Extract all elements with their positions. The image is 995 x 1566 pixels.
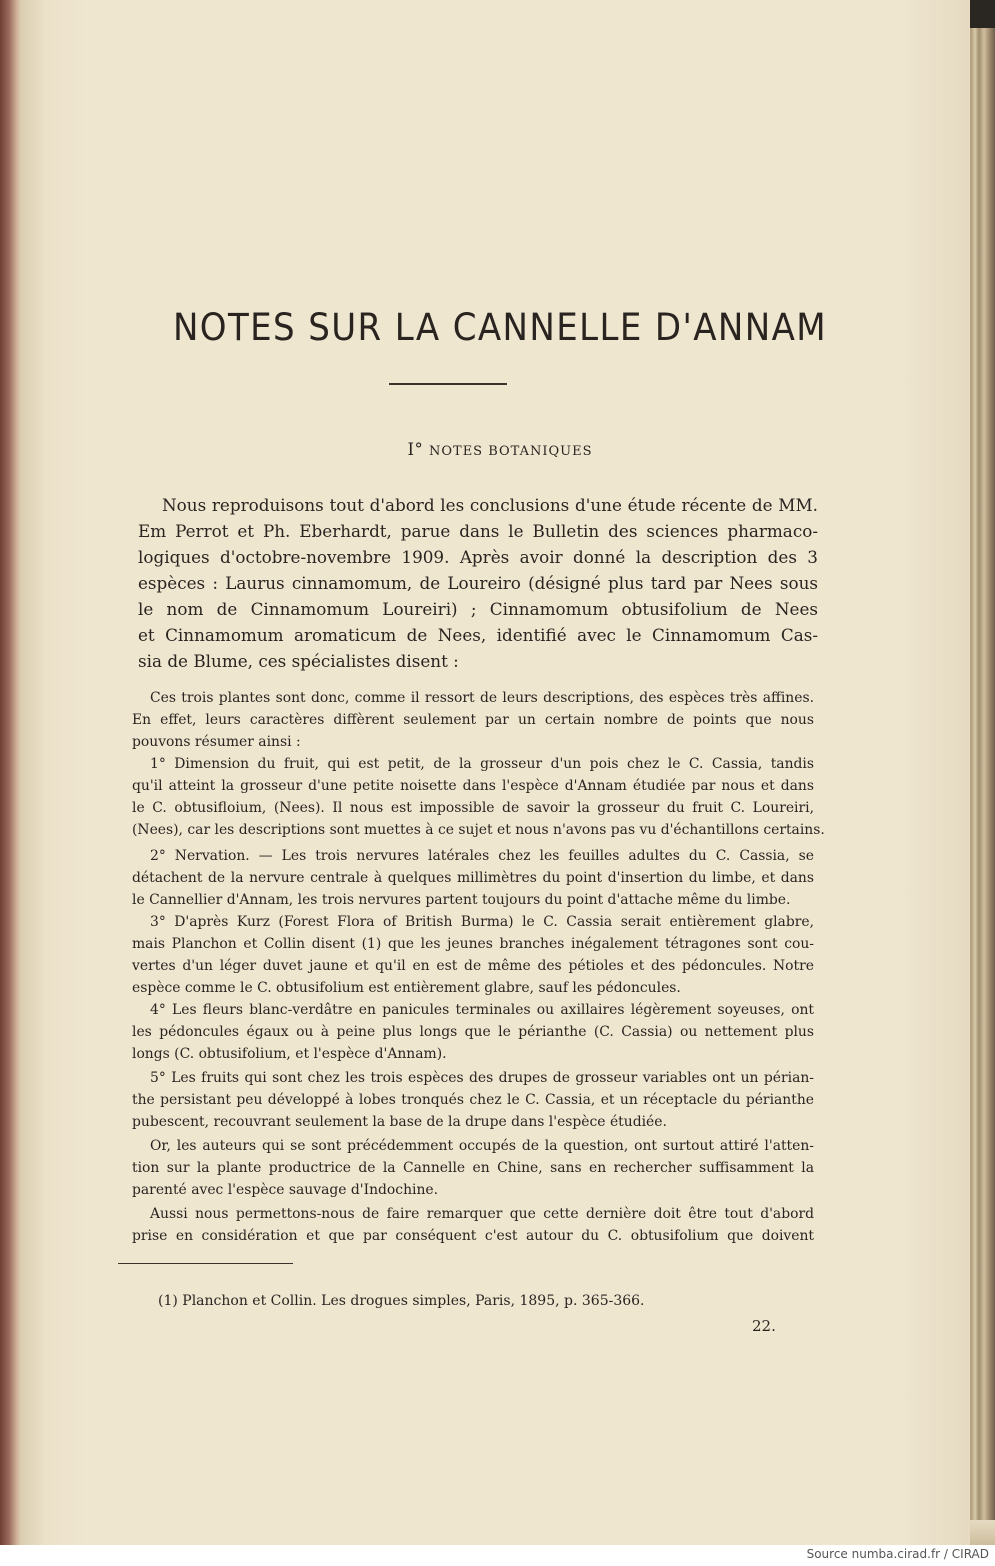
quote-line: vertes d'un léger duvet jaune et qu'il en est de même des pétioles et des pédoncules. Notre <box>132 958 814 974</box>
quote-line: Or, les auteurs qui se sont précédemment occupés de la question, ont surtout attiré l'atten- <box>150 1138 814 1154</box>
quote-line: En effet, leurs caractères diffèrent seulement par un certain nombre de points que nous <box>132 712 814 728</box>
source-credit: Source numba.cirad.fr / CIRAD <box>806 1547 989 1561</box>
page <box>20 0 970 1545</box>
quote-line: pubescent, recouvrant seulement la base de la drupe dans l'espèce étudiée. <box>132 1114 667 1130</box>
quote-line: Ces trois plantes sont donc, comme il ressort de leurs descriptions, des espèces très affines. <box>150 690 814 706</box>
quote-line: espèce comme le C. obtusifolium est entièrement glabre, sauf les pédoncules. <box>132 980 681 996</box>
page-number: 22. <box>752 1317 776 1335</box>
intro-line: sia de Blume, ces spécialistes disent : <box>138 651 459 671</box>
quote-line: (Nees), car les descriptions sont muettes à ce sujet et nous n'avons pas vu d'échantillons certains. <box>132 822 825 838</box>
quote-line: longs (C. obtusifolium, et l'espèce d'Annam). <box>132 1046 447 1062</box>
section-label: NOTES BOTANIQUES <box>428 444 593 459</box>
quote-line: 2° Nervation. — Les trois nervures latérales chez les feuilles adultes du C. Cassia, se <box>150 848 814 864</box>
intro-line: et Cinnamomum aromaticum de Nees, identifié avec le Cinnamomum Cas- <box>138 625 818 645</box>
quote-line: the persistant peu développé à lobes tronqués chez le C. Cassia, et un réceptacle du périanthe <box>132 1092 814 1108</box>
footnote: (1) Planchon et Collin. Les drogues simples, Paris, 1895, p. 365-366. <box>158 1293 645 1309</box>
left-page-edge <box>0 0 22 1545</box>
footnote-divider <box>118 1263 293 1264</box>
quote-line: 3° D'après Kurz (Forest Flora of British Burma) le C. Cassia serait entièrement glabre, <box>150 914 814 930</box>
quote-line: Aussi nous permettons-nous de faire remarquer que cette dernière doit être tout d'abord <box>150 1206 814 1222</box>
intro-line: Nous reproduisons tout d'abord les conclusions d'une étude récente de MM. <box>162 495 818 515</box>
quote-line: détachent de la nervure centrale à quelques millimètres du point d'insertion du limbe, et dans <box>132 870 814 886</box>
quote-line: le C. obtusifloium, (Nees). Il nous est impossible de savoir la grosseur du fruit C. Loureiri, <box>132 800 814 816</box>
quote-line: le Cannellier d'Annam, les trois nervures partent toujours du point d'attache même du limbe. <box>132 892 791 908</box>
quote-line: pouvons résumer ainsi : <box>132 734 301 750</box>
source-bar <box>0 1545 995 1566</box>
quote-line: qu'il atteint la grosseur d'une petite noisette dans l'espèce d'Annam étudiée par nous et dans <box>132 778 814 794</box>
intro-line: Em Perrot et Ph. Eberhardt, parue dans le Bulletin des sciences pharmaco- <box>138 521 818 541</box>
quote-line: mais Planchon et Collin disent (1) que les jeunes branches inégalement tétragones sont cou- <box>132 936 814 952</box>
title-divider <box>389 383 507 385</box>
section-number: I° <box>407 440 424 459</box>
quote-line: parenté avec l'espèce sauvage d'Indochine. <box>132 1182 439 1198</box>
intro-line: le nom de Cinnamomum Loureiri) ; Cinnamomum obtusifolium de Nees <box>138 599 818 619</box>
quote-line: les pédoncules égaux ou à peine plus longs que le périanthe (C. Cassia) ou nettement plus <box>132 1024 814 1040</box>
intro-line: logiques d'octobre-novembre 1909. Après avoir donné la description des 3 <box>138 547 818 567</box>
quote-line: prise en considération et que par conséquent c'est autour du C. obtusifolium que doivent <box>132 1228 814 1244</box>
intro-line: espèces : Laurus cinnamomum, de Loureiro (désigné plus tard par Nees sous <box>138 573 818 593</box>
quote-line: 5° Les fruits qui sont chez les trois espèces des drupes de grosseur variables ont un périan- <box>150 1070 814 1086</box>
quote-line: 4° Les fleurs blanc-verdâtre en panicules terminales ou axillaires légèrement soyeuses, ont <box>150 1002 814 1018</box>
page-title: NOTES SUR LA CANNELLE D'ANNAM <box>172 306 828 349</box>
quote-line: 1° Dimension du fruit, qui est petit, de la grosseur d'un pois chez le C. Cassia, tandis <box>150 756 814 772</box>
quote-line: tion sur la plante productrice de la Cannelle en Chine, sans en rechercher suffisamment la <box>132 1160 814 1176</box>
section-heading <box>120 440 880 459</box>
